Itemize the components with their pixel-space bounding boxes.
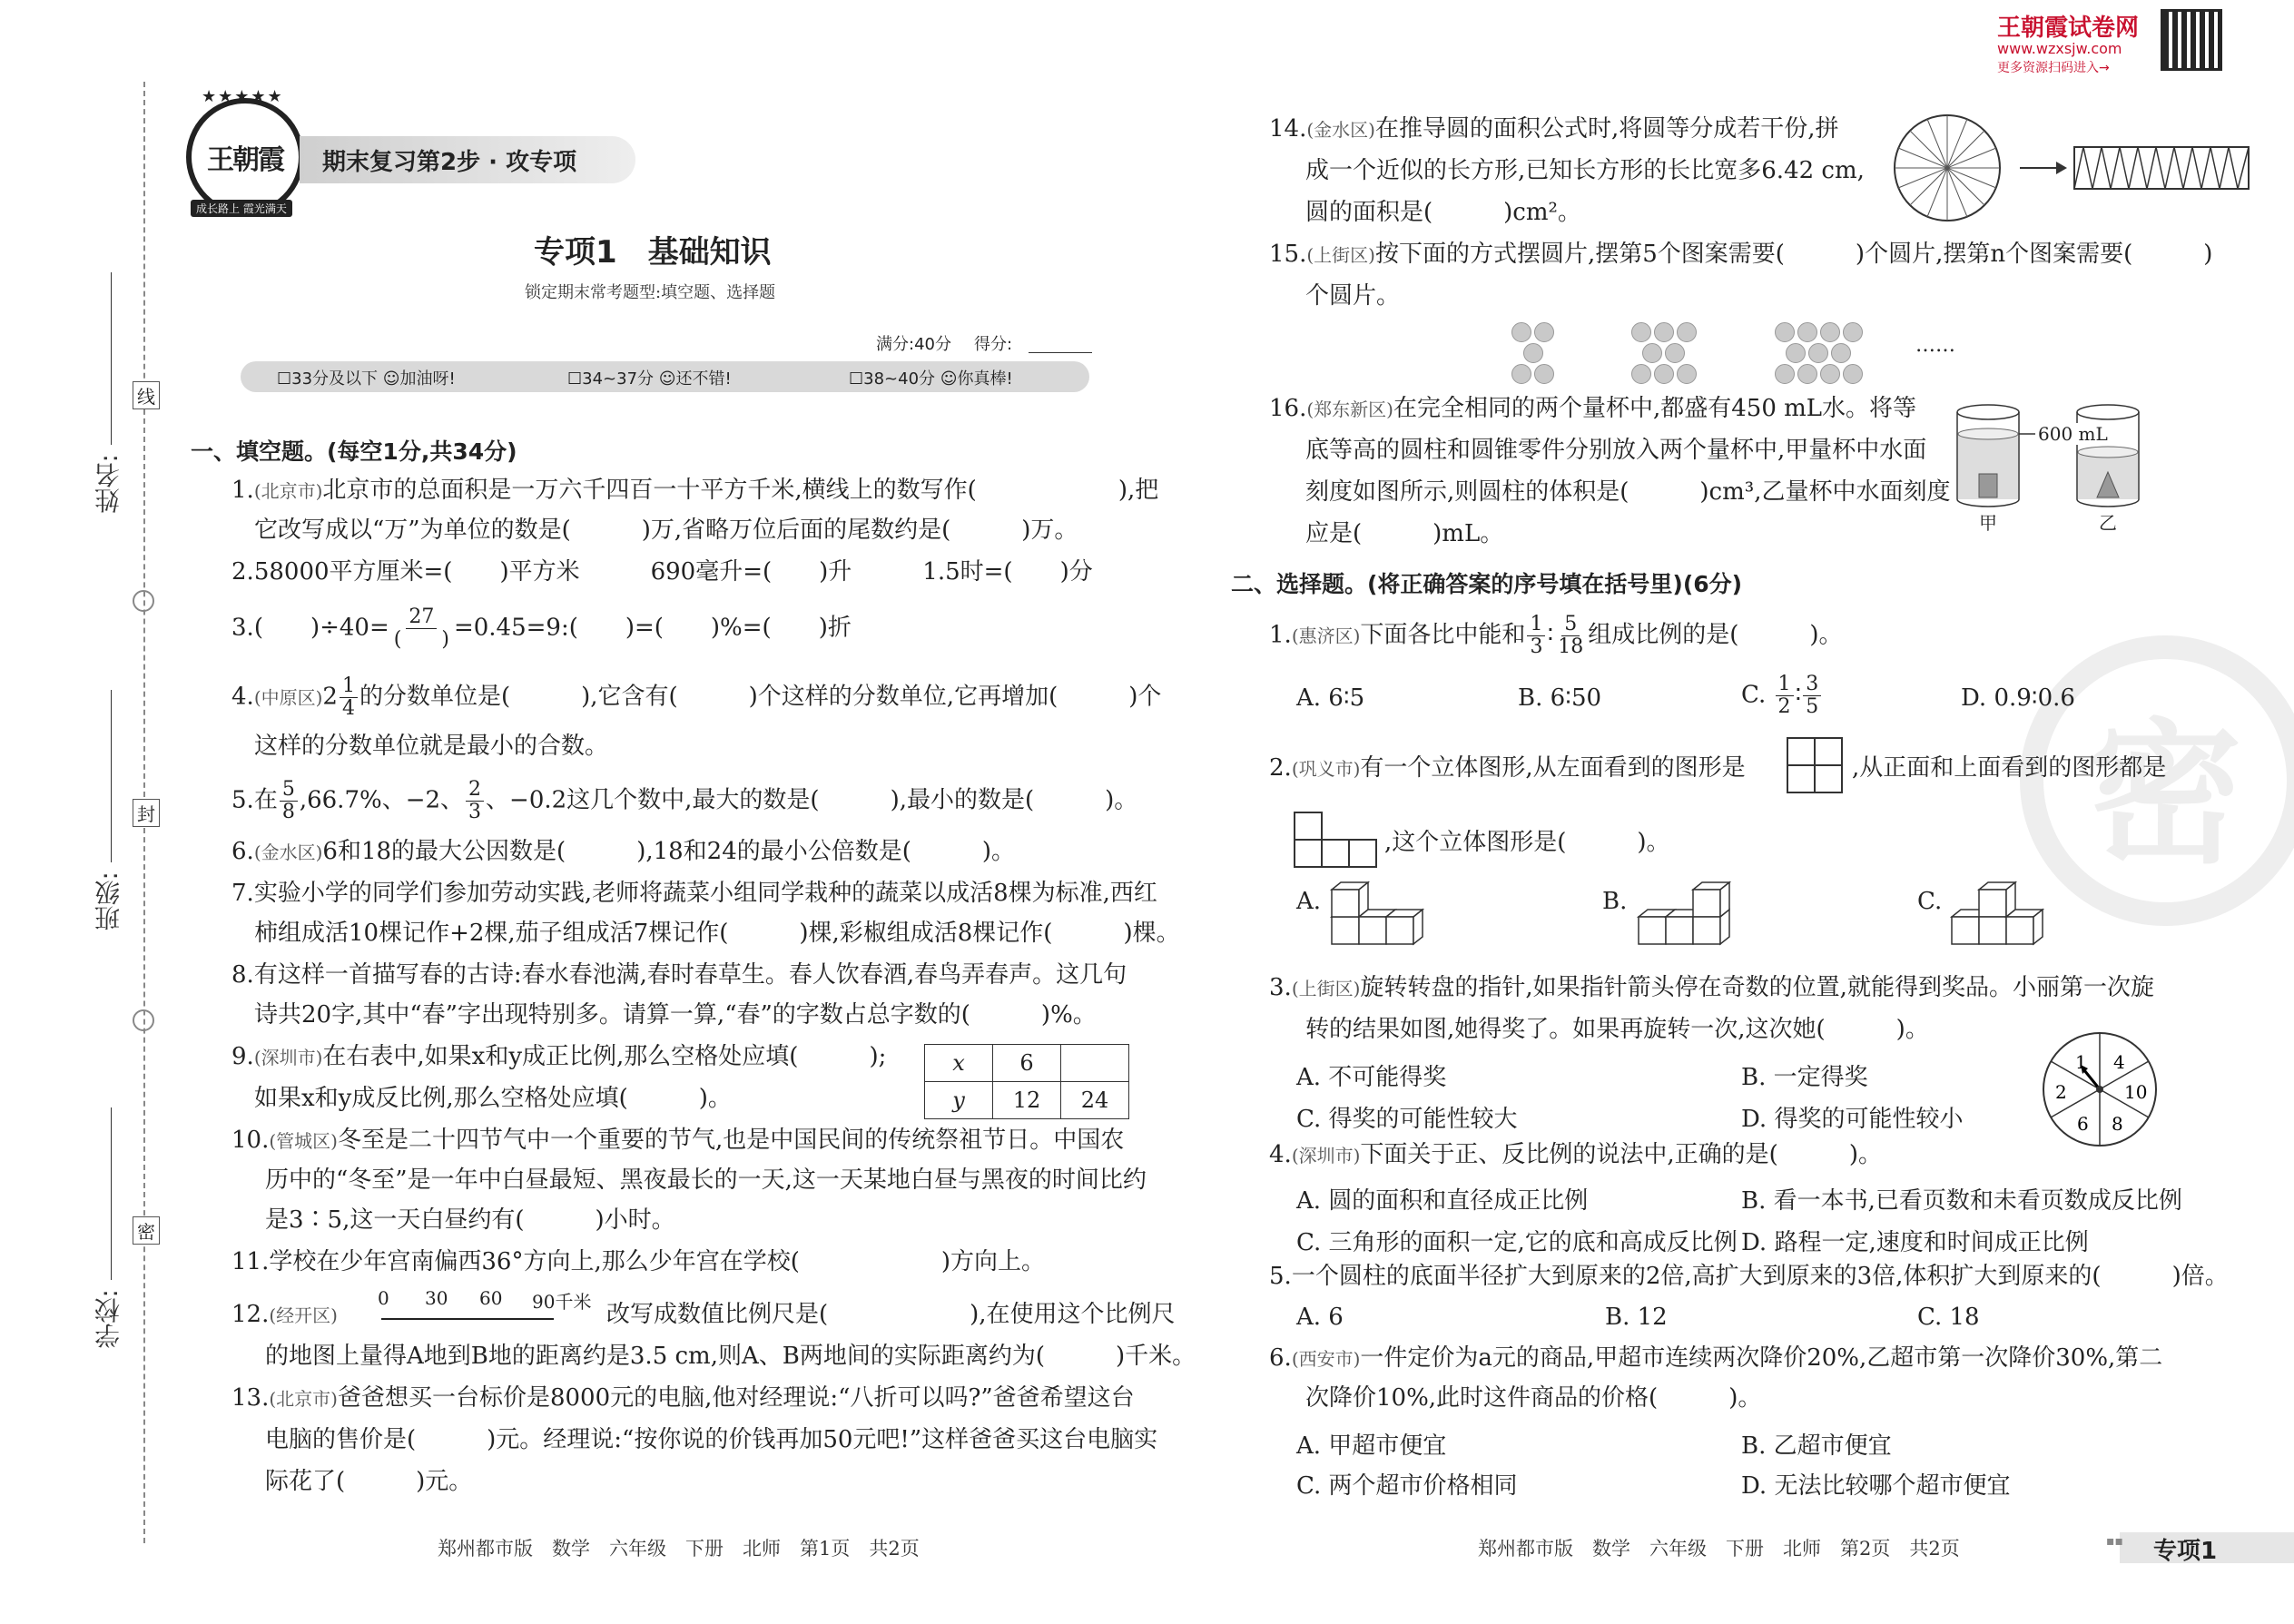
q12-text1: 改写成数值比例尺是( ),在使用这个比例尺 <box>606 1301 1176 1328</box>
q-num: 3. <box>231 614 254 642</box>
binding-mark-1 <box>133 590 154 612</box>
c6-option-b[interactable]: B. 乙超市便宜 <box>1741 1432 1892 1460</box>
q6 <box>231 832 1015 872</box>
numerator: 5 <box>1561 614 1580 636</box>
q11 <box>231 1242 1045 1282</box>
q16-cup2-label: 乙 <box>2099 512 2117 534</box>
q15-disc <box>1677 364 1697 384</box>
q14-line2: 成一个近似的长方形,已知长方形的长比宽多6.42 cm, <box>1305 157 1865 184</box>
q12-line2: 的地图上量得A地到B地的距离约是3.5 cm,则A、B两地间的实际距离约为( )千米。 <box>265 1343 1196 1370</box>
c3-stem-line2: 转的结果如图,她得奖了。如果再旋转一次,这次她( )。 <box>1305 1016 1929 1043</box>
q9-cell-blank[interactable] <box>1061 1045 1129 1082</box>
q-text: 在 <box>253 786 278 814</box>
q16-cup1-label: 甲 <box>1979 512 1997 534</box>
denominator: 8 <box>281 801 295 823</box>
c3-option-d[interactable]: D. 得奖的可能性较小 <box>1741 1106 1964 1133</box>
q5 <box>231 779 1137 823</box>
q-text: 爸爸想买一台标价是8000元的电脑,他对经理说:“八折可以吗?”爸爸希望这台 <box>337 1384 1135 1412</box>
q-text: 有一个立体图形,从左面看到的图形是 <box>1360 754 1746 782</box>
c6-option-d[interactable]: D. 无法比较哪个超市便宜 <box>1741 1472 2011 1500</box>
c3-stem-line1 <box>1269 968 2154 1009</box>
c2-option-b[interactable]: B. <box>1602 888 1628 915</box>
q-num: 4. <box>1269 1141 1292 1168</box>
q-text: 6和18的最大公因数是( ),18和24的最小公倍数是( )。 <box>322 838 1016 865</box>
q12-scale-60: 60 <box>479 1287 503 1309</box>
q15-disc <box>1786 343 1806 363</box>
q15-disc <box>1534 322 1554 342</box>
c4-option-b[interactable]: B. 看一本书,已看页数和未看页数成反比例 <box>1741 1187 2182 1215</box>
fraction <box>1527 614 1545 658</box>
q12-line1 <box>231 1294 338 1335</box>
q-text: 一件定价为a元的商品,甲超市连续两次降价20%,乙超市第一次降价30%,第二 <box>1360 1344 2163 1372</box>
q-num: 4. <box>231 683 254 711</box>
q14-line1 <box>1269 109 1839 150</box>
q-text: ,66.7%、−2、 <box>299 786 465 814</box>
q15-disc <box>1843 364 1863 384</box>
c3-spinner-wheel <box>2041 1030 2159 1148</box>
fraction <box>340 675 358 720</box>
q-text: 58000平方厘米=( )平方米 690毫升=( )升 1.5时=( )分 <box>253 558 1093 586</box>
q-text: 旋转转盘的指针,如果指针箭头停在奇数的位置,就能得到奖品。小丽第一次旋 <box>1360 974 2154 1001</box>
q12-scale-0: 0 <box>378 1287 389 1309</box>
q9-line2: 如果x和y成反比例,那么空格处应填( )。 <box>254 1085 732 1112</box>
q-num: 11. <box>231 1248 270 1275</box>
q9-cell: 24 <box>1061 1082 1129 1119</box>
q-text: 一个圆柱的底面半径扩大到原来的2倍,高扩大到原来的3倍,体积扩大到原来的( )倍。 <box>1291 1263 2229 1290</box>
score-field[interactable] <box>1029 352 1092 353</box>
q-num: 13. <box>231 1384 270 1412</box>
q3 <box>231 606 852 651</box>
c5-option-b[interactable]: B. 12 <box>1605 1304 1668 1331</box>
q-num: 3. <box>1269 974 1292 1001</box>
q16-line3: 刻度如图所示,则圆柱的体积是( )cm³,乙量杯中水面刻度 <box>1305 478 1951 506</box>
checkbox-icon: ☐ <box>567 369 583 389</box>
q15-disc <box>1808 343 1828 363</box>
q-num: 15. <box>1269 241 1307 268</box>
q1-line2: 它改写成以“万”为单位的数是( )万,省略万位后面的尾数约是( )万。 <box>254 517 1078 544</box>
q-num: 6. <box>231 838 254 865</box>
q-text: 北京市的总面积是一万六千四百一十平方千米,横线上的数写作( ),把 <box>322 477 1159 504</box>
c3-option-a[interactable]: A. 不可能得奖 <box>1296 1064 1447 1091</box>
q-source: (上街区) <box>1306 244 1375 266</box>
q-source: (北京市) <box>269 1388 338 1410</box>
q-num: 10. <box>231 1127 270 1154</box>
q-source: (郑东新区) <box>1306 399 1393 420</box>
numerator: 1 <box>1776 674 1794 696</box>
brand-logo <box>186 98 304 216</box>
q-text: 下面各比中能和 <box>1360 621 1526 649</box>
fraction <box>391 606 452 651</box>
q8-line1 <box>231 955 1127 995</box>
q10-line3: 是3∶5,这一天白昼约有( )小时。 <box>265 1206 675 1234</box>
whole-part: 2 <box>322 683 338 711</box>
q-num: 12. <box>231 1301 270 1328</box>
c1-option-c[interactable] <box>1741 674 1823 718</box>
grade-range-2: 34~37分 <box>582 369 655 389</box>
numerator: 2 <box>466 779 484 802</box>
q9-cell: 12 <box>993 1082 1061 1119</box>
q10-line2: 历中的“冬至”是一年中白昼最短、黑夜最长的一天,这一天某地白昼与黑夜的时间比约 <box>265 1166 1147 1194</box>
q7-line1 <box>231 873 1157 913</box>
brand-logo-stars: ★★★★★ <box>202 87 284 106</box>
q-source: (西安市) <box>1291 1348 1361 1370</box>
q13-line1 <box>231 1378 1135 1419</box>
q10-line1 <box>231 1120 1124 1161</box>
c3-option-b[interactable]: B. 一定得奖 <box>1741 1064 1868 1091</box>
q-text: 在完全相同的两个量杯中,都盛有450 mL水。将等 <box>1393 395 1917 422</box>
q9-table <box>924 1044 1129 1119</box>
c4-option-d[interactable]: D. 路程一定,速度和时间成正比例 <box>1741 1229 2089 1256</box>
fraction <box>1803 674 1821 718</box>
q-text: 按下面的方式摆圆片,摆第5个图案需要( )个圆片,摆第n个图案需要( ) <box>1374 241 2213 268</box>
site-url: www.wzxsjw.com <box>1997 40 2122 57</box>
q15-disc <box>1820 364 1840 384</box>
fraction <box>1555 614 1586 658</box>
numerator: 3 <box>1803 674 1821 696</box>
c2-stem-text2: ,从正面和上面看到的图形都是 <box>1852 754 2167 782</box>
c2-option-c-figure <box>1947 881 2056 953</box>
q1-line1 <box>231 470 1158 511</box>
q-num: 1. <box>231 477 254 504</box>
name-field[interactable] <box>111 272 112 445</box>
c6-stem-line2: 次降价10%,此时这件商品的价格( )。 <box>1305 1384 1762 1412</box>
q16-line2: 底等高的圆柱和圆锥零件分别放入两个量杯中,甲量杯中水面 <box>1305 437 1927 464</box>
q-text: ( )÷40= <box>253 614 389 642</box>
c2-option-c[interactable]: C. <box>1917 888 1943 915</box>
q12-scale-bar <box>381 1313 554 1320</box>
denominator: 2 <box>1777 695 1791 718</box>
q-text: 有这样一首描写春的古诗:春水春池满,春时春草生。春人饮春酒,春鸟弄春声。这几句 <box>253 961 1127 989</box>
name-label: 姓名: <box>94 454 123 514</box>
c2-stem-line2: ,这个立体图形是( )。 <box>1384 829 1670 856</box>
full-score: 满分:40分 <box>876 335 951 354</box>
q-text: 冬至是二十四节气中一个重要的节气,也是中国民间的传统祭祖节日。中国农 <box>337 1127 1125 1154</box>
q-num: 8. <box>231 961 254 989</box>
q-num: 7. <box>231 880 254 907</box>
grade-comment-2: 还不错! <box>675 369 732 389</box>
section2-title: 二、选择题。(将正确答案的序号填在括号里)(6分) <box>1231 571 1743 597</box>
q15-disc <box>1523 343 1543 363</box>
wheel-number: 4 <box>2113 1051 2125 1073</box>
q15-disc <box>1775 364 1795 384</box>
grade-range-1: 33分及以下 <box>291 369 379 389</box>
q-num: 5. <box>231 786 254 814</box>
q15-ellipsis: …… <box>1915 334 1955 357</box>
q14-circle-diagram <box>1893 109 2256 227</box>
q16-measuring-cups <box>1952 399 2142 522</box>
wheel-number: 1 <box>2075 1051 2087 1073</box>
q16-line4: 应是( )mL。 <box>1305 520 1504 547</box>
fraction <box>280 779 298 823</box>
c1-option-b[interactable]: B. 6∶50 <box>1518 684 1602 712</box>
smile-icon: ☺ <box>382 369 400 389</box>
grade-option-1[interactable] <box>277 366 456 389</box>
grade-option-2[interactable] <box>567 366 732 389</box>
c6-option-c[interactable]: C. 两个超市价格相同 <box>1296 1472 1518 1500</box>
class-field[interactable] <box>111 690 112 862</box>
footer-tag: 专项1 <box>2153 1538 2218 1565</box>
q-source: (惠济区) <box>1291 625 1361 647</box>
c1-option-a[interactable]: A. 6∶5 <box>1296 684 1365 712</box>
wheel-number: 10 <box>2124 1081 2148 1103</box>
q4-line1 <box>231 675 1161 720</box>
binding-tag-seal: 封 <box>133 799 160 827</box>
page-title: 专项1 基础知识 <box>534 234 772 271</box>
q15-disc <box>1511 364 1531 384</box>
grade-option-3[interactable] <box>849 366 1013 389</box>
q15-disc <box>1797 364 1817 384</box>
brand-logo-text: 王朝霞 <box>207 144 283 176</box>
grade-range-3: 38~40分 <box>863 369 936 389</box>
numerator: 27 <box>406 606 437 629</box>
c5-option-a[interactable]: A. 6 <box>1296 1304 1344 1331</box>
denominator: 3 <box>1530 635 1543 658</box>
q-source: (巩义市) <box>1291 758 1361 780</box>
section-banner-text: 期末复习第2步 · 攻专项 <box>322 149 577 176</box>
binding-mark-2 <box>133 1009 154 1031</box>
q16-cup-label: 600 mL <box>2038 423 2108 445</box>
q7-line2: 柿组成活10棵记作+2棵,茄子组成活7棵记作( )棵,彩椒组成活8棵记作( )棵。 <box>254 920 1180 947</box>
score-label: 得分: <box>974 335 1013 354</box>
numerator: 1 <box>1527 614 1545 636</box>
checkbox-icon: ☐ <box>277 369 292 389</box>
checkbox-icon: ☐ <box>849 369 864 389</box>
q-source: (深圳市) <box>253 1047 323 1068</box>
q-source: (中原区) <box>253 686 323 709</box>
q15-disc <box>1654 322 1674 342</box>
q12-scale-30: 30 <box>425 1287 448 1309</box>
q15-disc <box>1677 322 1697 342</box>
q-num: 14. <box>1269 115 1307 143</box>
q-source: (金水区) <box>253 842 323 863</box>
c2-option-b-figure <box>1634 881 1743 953</box>
q9-cell-y: y <box>925 1082 993 1119</box>
q15-disc <box>1831 343 1851 363</box>
q-text: 、−0.2这几个数中,最大的数是( ),最小的数是( )。 <box>486 786 1138 814</box>
q15-disc <box>1631 322 1651 342</box>
q15-disc <box>1843 322 1863 342</box>
q-source: (金水区) <box>1306 119 1375 141</box>
q-num: 2. <box>231 558 254 586</box>
c2-option-a-figure <box>1327 881 1427 953</box>
wheel-number: 6 <box>2077 1113 2089 1135</box>
school-field[interactable] <box>111 1107 112 1280</box>
q15-disc <box>1631 364 1651 384</box>
c1-stem <box>1269 614 1843 658</box>
brand-logo-ribbon: 成长路上 霞光满天 <box>191 200 292 217</box>
site-name: 王朝霞试卷网 <box>1997 15 2140 42</box>
q13-line3: 际花了( )元。 <box>265 1468 473 1495</box>
c4-stem <box>1269 1135 1882 1176</box>
q-text: 组成比例的是( )。 <box>1588 621 1843 649</box>
numerator: 1 <box>340 675 358 698</box>
q15-disc <box>1511 322 1531 342</box>
q9-cell: 6 <box>993 1045 1061 1082</box>
q-source: (管城区) <box>269 1130 338 1152</box>
q8-line2: 诗共20字,其中“春”字出现特别多。请算一算,“春”的字数占总字数的( )%。 <box>254 1001 1097 1029</box>
q15-disc <box>1642 343 1662 363</box>
qr-code-icon[interactable] <box>2161 9 2222 71</box>
smile-icon: ☺ <box>658 369 676 389</box>
q-num: 2. <box>1269 754 1292 782</box>
watermark-seal: 密 <box>2020 635 2294 926</box>
q-text: 下面关于正、反比例的说法中,正确的是( )。 <box>1360 1141 1882 1168</box>
footer-tag-dots: ▪▪ <box>2106 1534 2123 1549</box>
q-text: 的分数单位是( ),它含有( )个这样的分数单位,它再增加( )个 <box>359 683 1162 711</box>
binding-tag-line: 线 <box>133 381 160 409</box>
fraction <box>1776 674 1794 718</box>
q-num: 5. <box>1269 1263 1292 1290</box>
q15-line2: 个圆片。 <box>1305 282 1401 310</box>
q15-disc <box>1534 364 1554 384</box>
q15-disc <box>1654 364 1674 384</box>
ratio-colon: ∶ <box>1547 621 1554 649</box>
grade-comment-1: 加油呀! <box>399 369 456 389</box>
fraction <box>466 779 484 823</box>
site-cta: 更多资源扫码进入→ <box>1997 61 2110 75</box>
q-text: 学校在少年宫南偏西36°方向上,那么少年宫在学校( )方向上。 <box>269 1248 1045 1275</box>
c2-stem-line1 <box>1269 748 1746 789</box>
q12-scale-90: 90千米 <box>532 1291 592 1313</box>
q15-disc <box>1797 322 1817 342</box>
q9-line1 <box>231 1037 886 1078</box>
numerator: 5 <box>280 779 298 802</box>
c2-left-view-figure <box>1787 737 1843 793</box>
q-num: 1. <box>1269 621 1292 649</box>
q-source: (北京市) <box>253 480 323 502</box>
q-text: 在右表中,如果x和y成正比例,那么空格处应填( ); <box>322 1043 887 1070</box>
c6-stem-line1 <box>1269 1338 2162 1379</box>
denominator: 18 <box>1558 635 1584 658</box>
q-text: =0.45=9:( )=( )%=( )折 <box>453 614 852 642</box>
denominator: 5 <box>1806 695 1819 718</box>
option-letter: C. <box>1741 681 1767 709</box>
c1-option-d[interactable]: D. 0.9∶0.6 <box>1961 684 2075 712</box>
c2-front-view-figure <box>1294 812 1379 868</box>
c5-option-c[interactable]: C. 18 <box>1917 1304 1980 1331</box>
wheel-number: 8 <box>2112 1113 2123 1135</box>
class-label: 班级: <box>94 871 123 931</box>
c4-option-c[interactable]: C. 三角形的面积一定,它的底和高成反比例 <box>1296 1229 1738 1256</box>
q15-disc <box>1775 322 1795 342</box>
q-num: 16. <box>1269 395 1307 422</box>
q-source: (深圳市) <box>1291 1145 1361 1166</box>
section1-title: 一、填空题。(每空1分,共34分) <box>191 438 517 465</box>
q14-line3: 圆的面积是( )cm²。 <box>1305 199 1581 226</box>
c5-stem <box>1269 1256 2229 1296</box>
footer-left: 郑州都市版 数学 六年级 下册 北师 第1页 共2页 <box>438 1538 920 1560</box>
q2 <box>231 552 1093 592</box>
c3-option-c[interactable]: C. 得奖的可能性较大 <box>1296 1106 1518 1133</box>
q9-cell-x: x <box>925 1045 993 1082</box>
q-source: (上街区) <box>1291 978 1361 999</box>
binding-tag-secret: 密 <box>133 1216 160 1245</box>
page-subtitle: 锁定期末常考题型:填空题、选择题 <box>525 283 776 302</box>
q-num: 6. <box>1269 1344 1292 1372</box>
grade-comment-3: 你真棒! <box>957 369 1013 389</box>
c4-option-a[interactable]: A. 圆的面积和直径成正比例 <box>1296 1187 1589 1215</box>
q13-line2: 电脑的售价是( )元。经理说:“按你说的价钱再加50元吧!”这样爸爸买这台电脑实 <box>265 1426 1158 1453</box>
q15-disc <box>1665 343 1685 363</box>
denominator: 3 <box>468 801 482 823</box>
q4-line2: 这样的分数单位就是最小的合数。 <box>254 733 609 760</box>
c2-option-a[interactable]: A. <box>1296 888 1322 915</box>
ratio-colon: ∶ <box>1795 681 1802 709</box>
footer-right: 郑州都市版 数学 六年级 下册 北师 第2页 共2页 <box>1478 1538 1960 1560</box>
q-source: (经开区) <box>269 1304 338 1326</box>
q-text: 实验小学的同学们参加劳动实践,老师将蔬菜小组同学栽种的蔬菜以成活8棵为标准,西红 <box>253 880 1157 907</box>
c6-option-a[interactable]: A. 甲超市便宜 <box>1296 1432 1447 1460</box>
q15-disc <box>1820 322 1840 342</box>
q-text: 在推导圆的面积公式时,将圆等分成若干份,拼 <box>1374 115 1839 143</box>
denominator: ( ) <box>393 628 449 651</box>
q-num: 9. <box>231 1043 254 1070</box>
school-label: 学校: <box>94 1289 123 1349</box>
q15-line1 <box>1269 234 2212 275</box>
smile-icon: ☺ <box>940 369 958 389</box>
denominator: 4 <box>341 697 355 720</box>
wheel-number: 2 <box>2055 1081 2067 1103</box>
q16-line1 <box>1269 389 1916 429</box>
